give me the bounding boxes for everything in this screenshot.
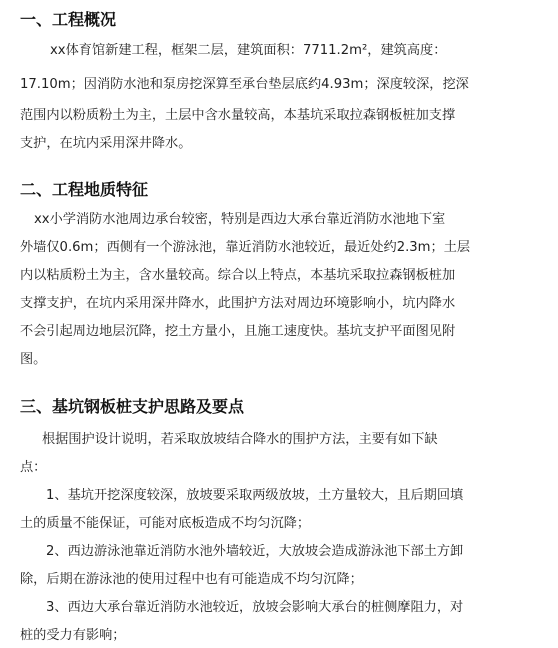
list-item-line: 桩的受力有影响； bbox=[20, 628, 126, 643]
paragraph-line: 17.10m；因消防水池和泵房挖深算至承台垫层底约4.93m；深度较深，挖深 bbox=[20, 77, 469, 92]
list-item-line: 土的质量不能保证，可能对底板造成不均匀沉降； bbox=[20, 516, 311, 531]
paragraph-line: 内以粘质粉土为主，含水量较高。综合以上特点，本基坑采取拉森钢板桩加 bbox=[20, 268, 456, 283]
paragraph-line: 支撑支护，在坑内采用深井降水，此围护方法对周边环境影响小，坑内降水 bbox=[20, 296, 456, 311]
paragraph-line: 范围内以粉质粉土为主，土层中含水量较高，本基坑采取拉森钢板桩加支撑 bbox=[20, 108, 456, 123]
paragraph-line: 点： bbox=[20, 460, 47, 475]
list-item-line: 3、西边大承台靠近消防水池较近，放坡会影响大承台的桩侧摩阻力，对 bbox=[46, 600, 464, 615]
list-item-line: 2、西边游泳池靠近消防水池外墙较近，大放坡会造成游泳池下部土方卸 bbox=[46, 544, 464, 559]
paragraph-line: 图。 bbox=[20, 352, 47, 367]
paragraph-line: xx小学消防水池周边承台较密，特别是西边大承台靠近消防水池地下室 bbox=[34, 212, 446, 227]
paragraph-line: 根据围护设计说明，若采取放坡结合降水的围护方法，主要有如下缺 bbox=[42, 432, 438, 447]
section-heading-geology: 二、工程地质特征 bbox=[20, 180, 149, 199]
list-item-line: 1、基坑开挖深度较深，放坡要采取两级放坡，土方量较大，且后期回填 bbox=[46, 488, 464, 503]
list-item-line: 除，后期在游泳池的使用过程中也有可能造成不均匀沉降； bbox=[20, 572, 363, 587]
paragraph-line: 支护，在坑内采用深井降水。 bbox=[20, 136, 192, 151]
section-heading-project-overview: 一、工程概况 bbox=[20, 10, 117, 29]
paragraph-line: xx体育馆新建工程，框架二层，建筑面积：7711.2m²，建筑高度： bbox=[50, 43, 447, 58]
paragraph-line: 外墙仅0.6m；西侧有一个游泳池，靠近消防水池较近，最近处约2.3m；土层 bbox=[20, 240, 471, 255]
paragraph-line: 不会引起周边地层沉降，挖土方量小，且施工速度快。基坑支护平面图见附 bbox=[20, 324, 456, 339]
section-heading-sheet-pile-support: 三、基坑钢板桩支护思路及要点 bbox=[20, 397, 245, 416]
